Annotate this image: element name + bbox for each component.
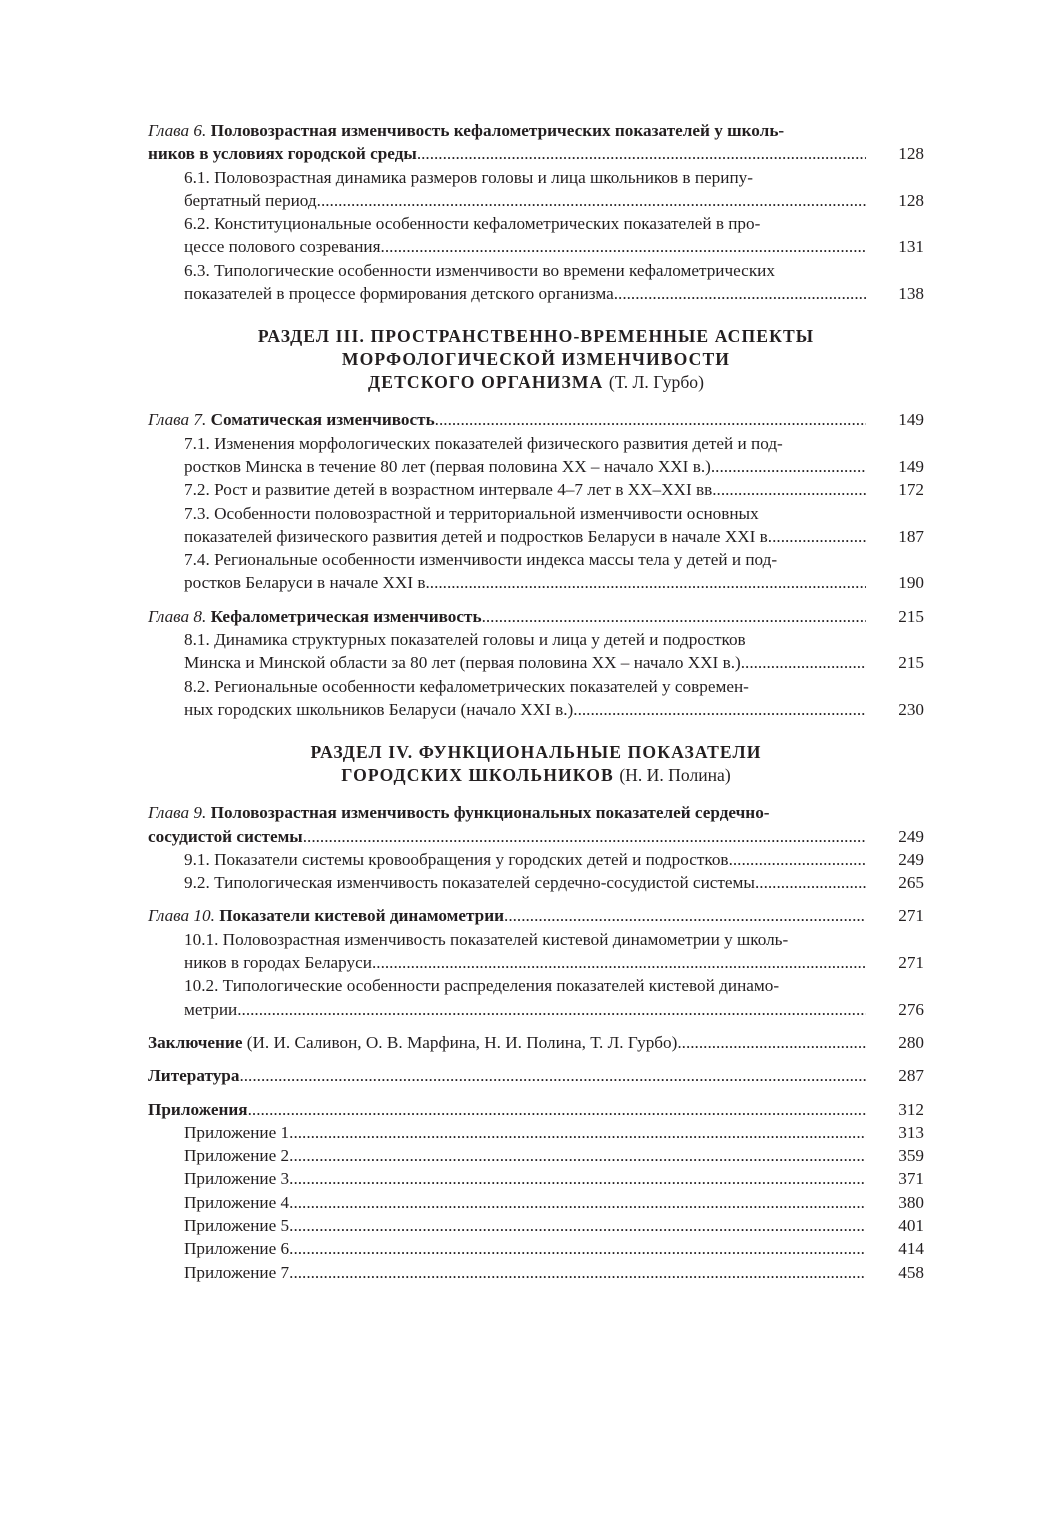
dot-leader	[303, 825, 866, 848]
toc-entry-appendix-7[interactable]	[148, 1261, 924, 1284]
toc-entry-9-2[interactable]	[148, 871, 924, 894]
dot-leader	[289, 1214, 866, 1237]
dot-leader	[677, 1031, 866, 1054]
toc-entry-chapter-8[interactable]	[148, 605, 924, 628]
entry-text-cont: бертатный период	[184, 190, 317, 210]
toc-entry-10-2[interactable]	[148, 974, 924, 1021]
page-number: 371	[898, 1169, 924, 1189]
entry-text: 10.2. Типологические особенности распределения показателей кистевой динамо-	[184, 976, 780, 996]
page-number: 380	[898, 1192, 924, 1212]
entry-text: 6.3. Типологические особенности изменчивости во времени кефалометрических	[184, 260, 775, 280]
page-number: 172	[898, 480, 924, 500]
entry-text-cont: ростков Беларуси в начале XXI в.	[184, 573, 430, 593]
dot-leader	[289, 1261, 866, 1284]
toc-entry-8-2[interactable]	[148, 675, 924, 722]
dot-leader	[289, 1144, 866, 1167]
entry-text: 8.2. Региональные особенности кефалометрических показателей у современ-	[184, 676, 749, 696]
toc-entry-6-3[interactable]	[148, 259, 924, 306]
toc-entry-7-1[interactable]	[148, 432, 924, 479]
toc-entry-appendix-1[interactable]	[148, 1121, 924, 1144]
entry-text-cont: Минска и Минской области за 80 лет (первая половина XX – начало XXI в.)	[184, 653, 741, 673]
entry-text-cont: ных городских школьников Беларуси (начало XXI в.)	[184, 699, 574, 719]
page-number: 271	[898, 906, 924, 926]
section-title-line: ГОРОДСКИХ ШКОЛЬНИКОВ	[341, 765, 614, 786]
page-number: 280	[898, 1032, 924, 1052]
dot-leader	[381, 235, 866, 258]
dot-leader	[237, 998, 866, 1021]
chapter-title: Половозрастная изменчивость функциональных показателей сердечно-	[210, 803, 770, 823]
dot-leader	[755, 871, 866, 894]
chapter-title: Соматическая изменчивость	[210, 410, 435, 430]
entry-title: Приложения	[148, 1099, 248, 1119]
page-number: 401	[898, 1215, 924, 1235]
chapter-title-cont: сосудистой системы	[148, 826, 303, 846]
toc-entry-7-4[interactable]	[148, 548, 924, 595]
entry-text-cont: метрии	[184, 999, 238, 1019]
dot-leader	[289, 1121, 866, 1144]
dot-leader	[417, 142, 866, 165]
entry-text: 9.1. Показатели системы кровообращения у городских детей и подростков	[184, 849, 729, 869]
page-number: 313	[898, 1122, 924, 1142]
entry-text-cont: показателей в процессе формирования детского организма	[184, 284, 614, 304]
entry-text: Приложение 4	[184, 1192, 290, 1212]
entry-text: 10.1. Половозрастная изменчивость показателей кистевой динамометрии у школь-	[184, 929, 789, 949]
entry-text: Приложение 2	[184, 1146, 290, 1166]
toc-entry-appendix-4[interactable]	[148, 1191, 924, 1214]
dot-leader	[482, 605, 866, 628]
page-number: 128	[898, 190, 924, 210]
page-number: 265	[898, 873, 924, 893]
page-number: 149	[898, 410, 924, 430]
section-title-line: ДЕТСКОГО ОРГАНИЗМА	[368, 372, 604, 393]
chapter-label: Глава 8.	[148, 606, 207, 626]
toc-entry-appendix-6[interactable]	[148, 1237, 924, 1260]
page-number: 249	[898, 826, 924, 846]
dot-leader	[435, 408, 866, 431]
dot-leader	[289, 1191, 866, 1214]
dot-leader	[504, 904, 866, 927]
dot-leader	[289, 1237, 866, 1260]
dot-leader	[573, 698, 866, 721]
page-number: 276	[898, 999, 924, 1019]
toc-entry-appendix-2[interactable]	[148, 1144, 924, 1167]
entry-text-cont: цессе полового созревания	[184, 237, 381, 257]
toc-entry-chapter-9[interactable]	[148, 801, 924, 848]
page-number: 149	[898, 456, 924, 476]
toc-entry-appendix-3[interactable]	[148, 1167, 924, 1190]
entry-text-cont: показателей физического развития детей и подростков Беларуси в начале XXI в.	[184, 526, 773, 546]
dot-leader	[372, 951, 866, 974]
dot-leader	[614, 282, 866, 305]
toc-entry-7-2[interactable]	[148, 478, 924, 501]
page-number: 287	[898, 1066, 924, 1086]
entry-text: Приложение 1	[184, 1122, 290, 1142]
page-number: 458	[898, 1262, 924, 1282]
toc-entry-appendix-5[interactable]	[148, 1214, 924, 1237]
section-title-line: РАЗДЕЛ III. ПРОСТРАНСТВЕННО-ВРЕМЕННЫЕ АСПЕКТЫ	[257, 326, 815, 347]
dot-leader	[289, 1167, 866, 1190]
toc-entry-6-2[interactable]	[148, 212, 924, 259]
page-number: 128	[898, 144, 924, 164]
chapter-label: Глава 10.	[148, 906, 215, 926]
section-heading-4	[148, 741, 924, 787]
toc-entry-10-1[interactable]	[148, 928, 924, 975]
chapter-label: Глава 9.	[148, 803, 207, 823]
page-number: 215	[898, 653, 924, 673]
entry-text: 9.2. Типологическая изменчивость показателей сердечно-сосудистой системы	[184, 873, 755, 893]
entry-title: Заключение	[148, 1032, 243, 1052]
page-number: 312	[898, 1099, 924, 1119]
entry-text: 7.2. Рост и развитие детей в возрастном интервале 4–7 лет в XX–XXI вв.	[184, 480, 717, 500]
entry-text: 8.1. Динамика структурных показателей головы и лица у детей и подростков	[184, 630, 746, 650]
entry-text: Приложение 5	[184, 1215, 290, 1235]
section-title-line: МОРФОЛОГИЧЕСКОЙ ИЗМЕНЧИВОСТИ	[341, 349, 731, 370]
page-number: 190	[898, 573, 924, 593]
section-author: (Т. Л. Гурбо)	[608, 372, 704, 393]
dot-leader	[430, 571, 866, 594]
table-of-contents	[148, 119, 924, 1284]
section-heading-3	[148, 325, 924, 394]
dot-leader	[711, 455, 866, 478]
page-number: 215	[898, 606, 924, 626]
entry-text: 6.2. Конституциональные особенности кефалометрических показателей в про-	[184, 214, 761, 234]
entry-text-cont: ников в городах Беларуси	[184, 953, 372, 973]
dot-leader	[239, 1064, 866, 1087]
entry-text: 7.4. Региональные особенности изменчивости индекса массы тела у детей и под-	[184, 550, 778, 570]
dot-leader	[741, 651, 866, 674]
page-number: 271	[898, 953, 924, 973]
dot-leader	[248, 1098, 866, 1121]
dot-leader	[317, 189, 866, 212]
toc-entry-6-1[interactable]	[148, 166, 924, 213]
dot-leader	[717, 478, 866, 501]
page-number: 249	[898, 849, 924, 869]
toc-entry-appendices[interactable]	[148, 1098, 924, 1121]
page-number: 138	[898, 284, 924, 304]
entry-text: Приложение 6	[184, 1239, 290, 1259]
toc-entry-literature[interactable]	[148, 1064, 924, 1087]
entry-text: Приложение 7	[184, 1262, 290, 1282]
toc-entry-chapter-6[interactable]	[148, 119, 924, 166]
chapter-title: Показатели кистевой динамометрии	[219, 906, 505, 926]
page-number: 359	[898, 1146, 924, 1166]
dot-leader	[729, 848, 866, 871]
page-number: 414	[898, 1239, 924, 1259]
toc-entry-conclusion[interactable]	[148, 1031, 924, 1054]
entry-text: 6.1. Половозрастная динамика размеров головы и лица школьников в перипу-	[184, 167, 753, 187]
toc-entry-chapter-7[interactable]	[148, 408, 924, 431]
chapter-label: Глава 7.	[148, 410, 207, 430]
entry-text: 7.3. Особенности половозрастной и территориальной изменчивости основных	[184, 503, 759, 523]
chapter-title-cont: ников в условиях городской среды	[148, 144, 417, 164]
chapter-title: Половозрастная изменчивость кефалометрических показателей у школь-	[210, 121, 785, 140]
page-number: 131	[898, 237, 924, 257]
entry-text-cont: ростков Минска в течение 80 лет (первая половина XX – начало XXI в.)	[184, 456, 711, 476]
toc-entry-9-1[interactable]	[148, 848, 924, 871]
chapter-title: Кефалометрическая изменчивость	[210, 606, 482, 626]
page-number: 230	[898, 699, 924, 719]
page-number: 187	[898, 526, 924, 546]
dot-leader	[772, 525, 866, 548]
toc-entry-8-1[interactable]	[148, 628, 924, 675]
chapter-label: Глава 6.	[148, 121, 207, 140]
entry-text: Приложение 3	[184, 1169, 290, 1189]
toc-entry-7-3[interactable]	[148, 502, 924, 549]
section-title-line: РАЗДЕЛ IV. ФУНКЦИОНАЛЬНЫЕ ПОКАЗАТЕЛИ	[310, 742, 762, 763]
toc-entry-chapter-10[interactable]	[148, 904, 924, 927]
entry-text: 7.1. Изменения морфологических показателей физического развития детей и под-	[184, 433, 783, 453]
entry-authors: (И. И. Саливон, О. В. Марфина, Н. И. Полина, Т. Л. Гурбо)	[246, 1032, 678, 1052]
section-author: (Н. И. Полина)	[619, 765, 731, 786]
entry-title: Литература	[148, 1066, 240, 1086]
